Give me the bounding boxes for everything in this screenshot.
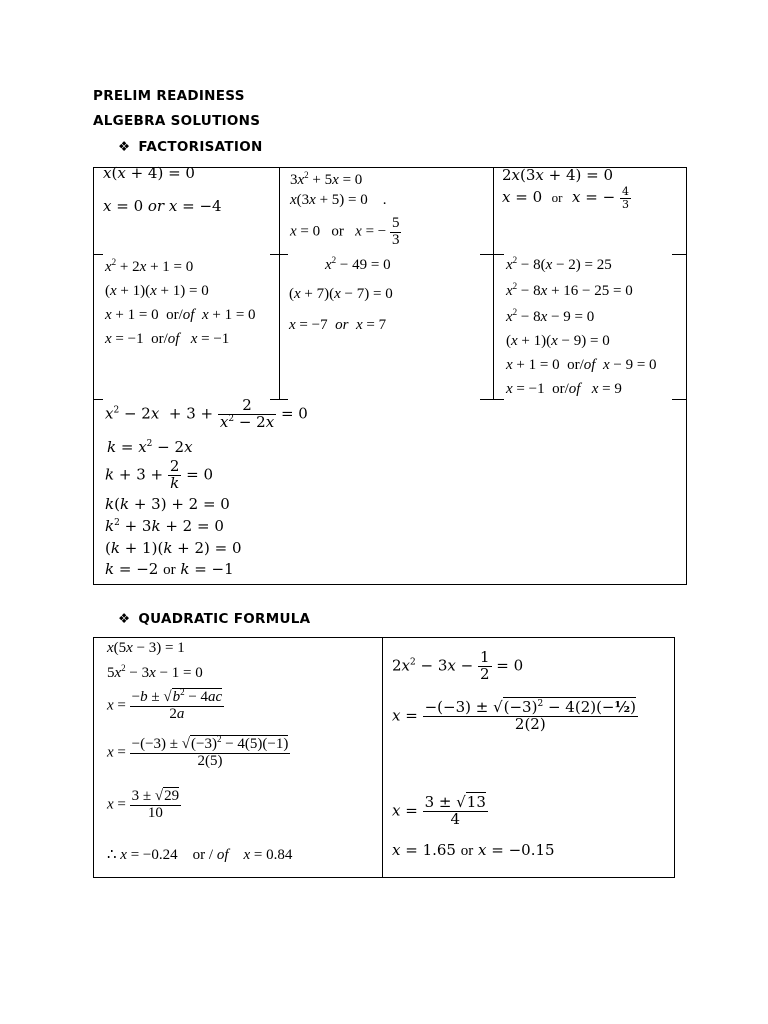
section-heading-factorisation: ❖ FACTORISATION — [118, 139, 263, 155]
diamond-cross-icon: ❖ — [118, 139, 131, 155]
diamond-cross-icon: ❖ — [118, 611, 131, 627]
section-heading-quadratic-formula: ❖ QUADRATIC FORMULA — [118, 611, 311, 627]
page-subtitle: ALGEBRA SOLUTIONS — [93, 113, 261, 129]
page-title: PRELIM READINESS — [93, 88, 245, 104]
